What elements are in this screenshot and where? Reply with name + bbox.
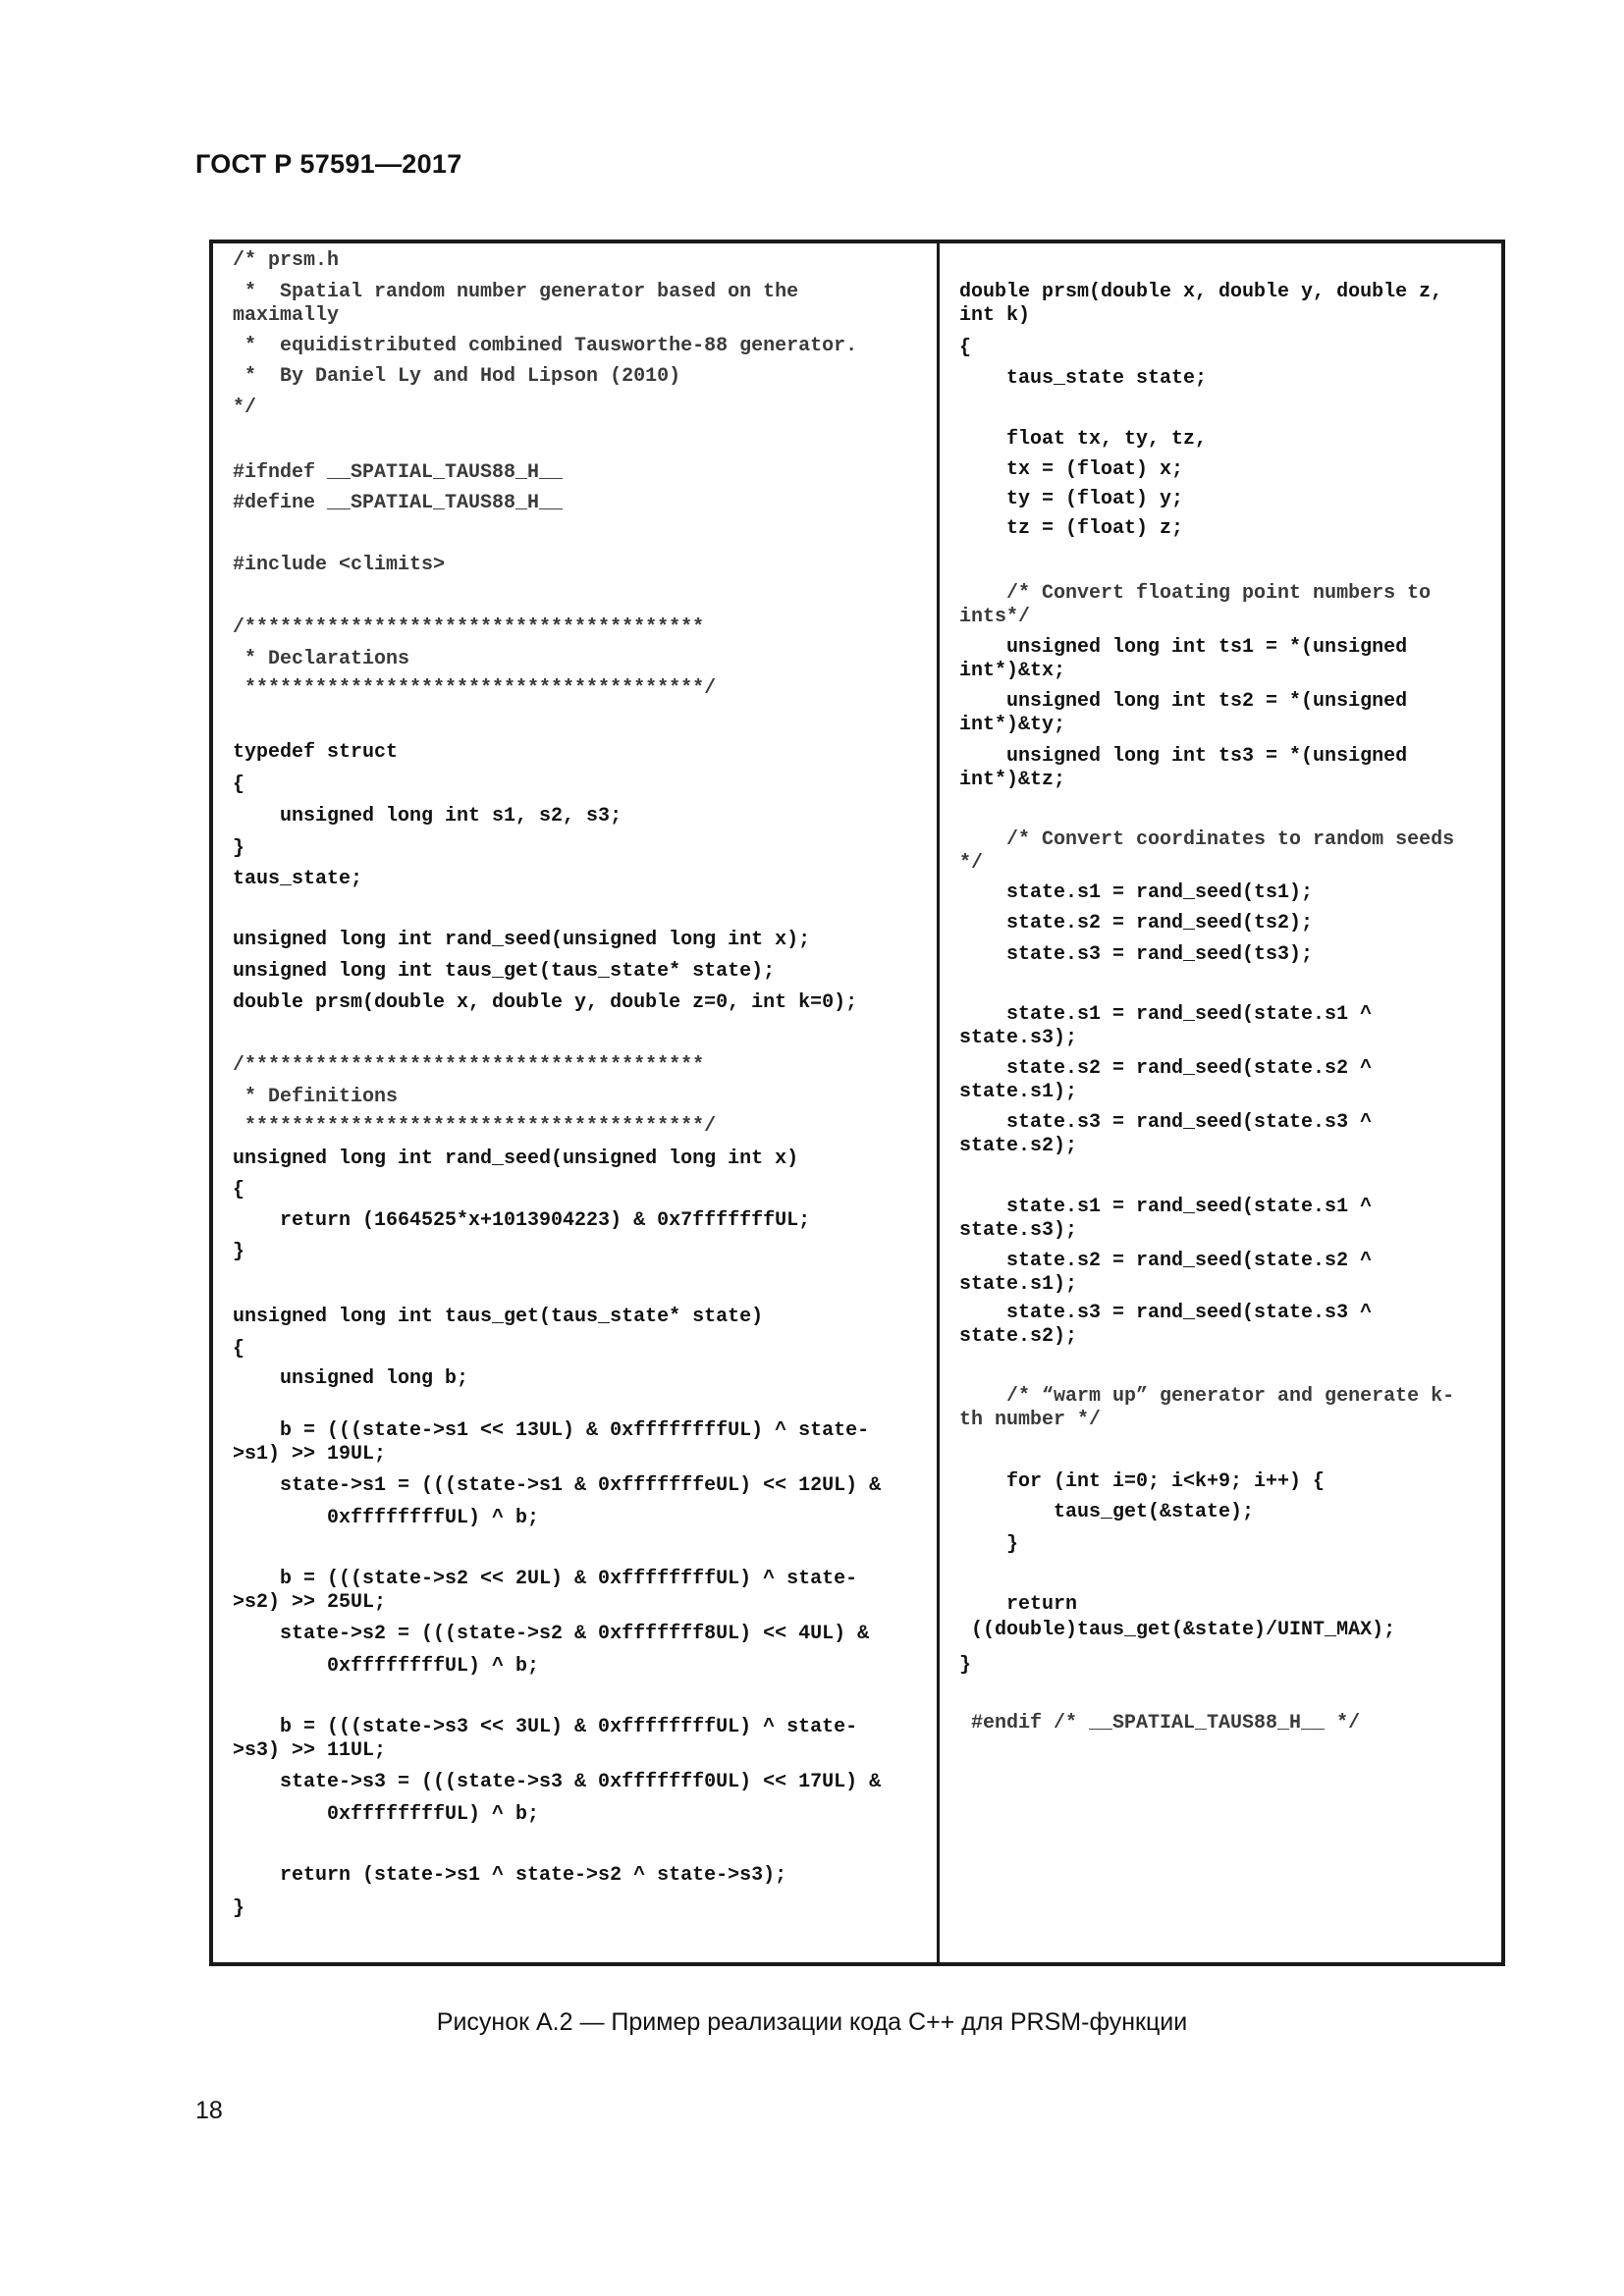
figure-caption: Рисунок А.2 — Пример реализации кода С++ для PRSM-функции (436, 2008, 1188, 2036)
left-code-line: unsigned long int s1, s2, s3; (233, 805, 623, 828)
left-code-line: state->s1 = (((state->s1 & 0xfffffffeUL) << 12UL) & (233, 1474, 882, 1497)
left-code-line: return (1664525*x+1013904223) & 0x7fffffffUL; (233, 1209, 811, 1232)
left-code-line: 0xffffffffUL) ^ b; (233, 1507, 540, 1529)
right-code-line: /* Convert coordinates to random seeds (959, 828, 1455, 851)
right-code-line: state.s3 = rand_seed(state.s3 ^ (959, 1111, 1373, 1134)
left-code-line: >s3) >> 11UL; (233, 1739, 387, 1762)
left-code-line: #define __SPATIAL_TAUS88_H__ (233, 492, 564, 514)
left-code-line: * equidistributed combined Tausworthe-88 generator. (233, 335, 858, 357)
right-code-line: } (959, 1654, 972, 1677)
right-code-line: state.s2); (959, 1135, 1078, 1157)
left-code-line: ***************************************/ (233, 1115, 717, 1138)
right-code-line: unsigned long int ts3 = *(unsigned (959, 745, 1408, 768)
right-code-line: int*)&tz; (959, 769, 1066, 791)
right-code-line: #endif /* __SPATIAL_TAUS88_H__ */ (959, 1712, 1361, 1735)
left-code-line: 0xffffffffUL) ^ b; (233, 1655, 540, 1678)
left-code-line: /*************************************** (233, 1054, 705, 1077)
left-code-line: unsigned long int taus_get(taus_state* state) (233, 1306, 764, 1328)
left-code-line: 0xffffffffUL) ^ b; (233, 1803, 540, 1826)
right-code-line: unsigned long int ts1 = *(unsigned (959, 636, 1408, 659)
right-code-line: int*)&tx; (959, 660, 1066, 682)
right-code-line: unsigned long int ts2 = *(unsigned (959, 690, 1408, 713)
left-code-line: } (233, 1897, 245, 1920)
column-divider (937, 243, 940, 1962)
left-code-line: b = (((state->s1 << 13UL) & 0xffffffffUL) ^ state- (233, 1419, 870, 1442)
right-code-line: state.s1 = rand_seed(state.s1 ^ (959, 1003, 1373, 1026)
right-code-line: ty = (float) y; (959, 488, 1184, 510)
right-code-line: state.s3 = rand_seed(state.s3 ^ (959, 1302, 1373, 1324)
left-code-line: { (233, 774, 245, 796)
right-code-line: tx = (float) x; (959, 458, 1184, 481)
right-code-line: double prsm(double x, double y, double z, (959, 281, 1443, 303)
right-code-line: tz = (float) z; (959, 517, 1184, 540)
left-code-line: * Definitions (233, 1086, 399, 1108)
right-code-line: state.s2); (959, 1325, 1078, 1348)
right-code-line: state.s2 = rand_seed(state.s2 ^ (959, 1250, 1373, 1272)
left-code-line: b = (((state->s2 << 2UL) & 0xffffffffUL) ^ state- (233, 1568, 858, 1590)
right-code-line: float tx, ty, tz, (959, 428, 1208, 451)
left-code-line: >s1) >> 19UL; (233, 1443, 387, 1466)
left-code-line: return (state->s1 ^ state->s2 ^ state->s3); (233, 1864, 787, 1887)
left-code-line: * Spatial random number generator based on the (233, 281, 799, 303)
left-code-line: maximally (233, 304, 340, 327)
right-code-line: state.s3); (959, 1219, 1078, 1242)
right-code-line: */ (959, 852, 984, 875)
left-code-line: >s2) >> 25UL; (233, 1591, 387, 1614)
left-code-line: unsigned long int rand_seed(unsigned long int x) (233, 1148, 799, 1170)
right-code-line: ints*/ (959, 606, 1031, 628)
document-header: ГОСТ Р 57591—2017 (195, 149, 462, 179)
right-code-line: taus_state state; (959, 367, 1208, 390)
right-code-line: th number */ (959, 1409, 1102, 1431)
left-code-line: double prsm(double x, double y, double z=0, int k=0); (233, 991, 858, 1014)
left-code-line: */ (233, 397, 257, 419)
left-code-line: unsigned long int rand_seed(unsigned long int x); (233, 929, 811, 951)
left-code-line: typedef struct (233, 741, 399, 764)
right-code-line: state.s1 = rand_seed(state.s1 ^ (959, 1196, 1373, 1218)
code-figure-frame (209, 240, 1505, 1966)
left-code-line: * Declarations (233, 648, 410, 670)
page-number: 18 (195, 2097, 223, 2124)
right-code-line: state.s3); (959, 1027, 1078, 1049)
right-code-line: state.s1); (959, 1081, 1078, 1103)
right-code-line: state.s3 = rand_seed(ts3); (959, 943, 1314, 966)
left-code-line: ***************************************/ (233, 677, 717, 700)
right-code-line: } (959, 1533, 1019, 1556)
right-code-line: return (959, 1593, 1078, 1616)
left-code-line: unsigned long b; (233, 1367, 469, 1390)
right-code-line: for (int i=0; i<k+9; i++) { (959, 1470, 1326, 1493)
right-code-line: { (959, 337, 972, 359)
left-code-line: } (233, 837, 245, 860)
left-code-line: #include <climits> (233, 554, 446, 576)
right-code-line: state.s2 = rand_seed(state.s2 ^ (959, 1057, 1373, 1080)
right-code-line: int*)&ty; (959, 714, 1066, 736)
left-code-line: * By Daniel Ly and Hod Lipson (2010) (233, 365, 681, 388)
left-code-line: taus_state; (233, 868, 363, 890)
left-code-line: unsigned long int taus_get(taus_state* state); (233, 960, 776, 983)
right-code-line: taus_get(&state); (959, 1501, 1255, 1523)
right-code-line: state.s2 = rand_seed(ts2); (959, 912, 1314, 934)
right-code-line: ((double)taus_get(&state)/UINT_MAX); (959, 1619, 1396, 1641)
right-code-line: /* Convert floating point numbers to (959, 582, 1432, 605)
left-code-line: state->s2 = (((state->s2 & 0xfffffff8UL) << 4UL) & (233, 1623, 870, 1645)
left-code-line: b = (((state->s3 << 3UL) & 0xffffffffUL) ^ state- (233, 1716, 858, 1738)
left-code-line: #ifndef __SPATIAL_TAUS88_H__ (233, 461, 564, 484)
left-code-line: { (233, 1179, 245, 1201)
left-code-line: /*************************************** (233, 616, 705, 639)
right-code-line: state.s1 = rand_seed(ts1); (959, 881, 1314, 904)
right-code-line: state.s1); (959, 1273, 1078, 1296)
left-code-line: /* prsm.h (233, 249, 340, 272)
right-code-line: int k) (959, 304, 1031, 327)
right-code-line: /* “warm up” generator and generate k- (959, 1385, 1455, 1408)
left-code-line: { (233, 1338, 245, 1361)
left-code-line: } (233, 1241, 245, 1263)
left-code-line: state->s3 = (((state->s3 & 0xfffffff0UL) << 17UL) & (233, 1771, 882, 1793)
